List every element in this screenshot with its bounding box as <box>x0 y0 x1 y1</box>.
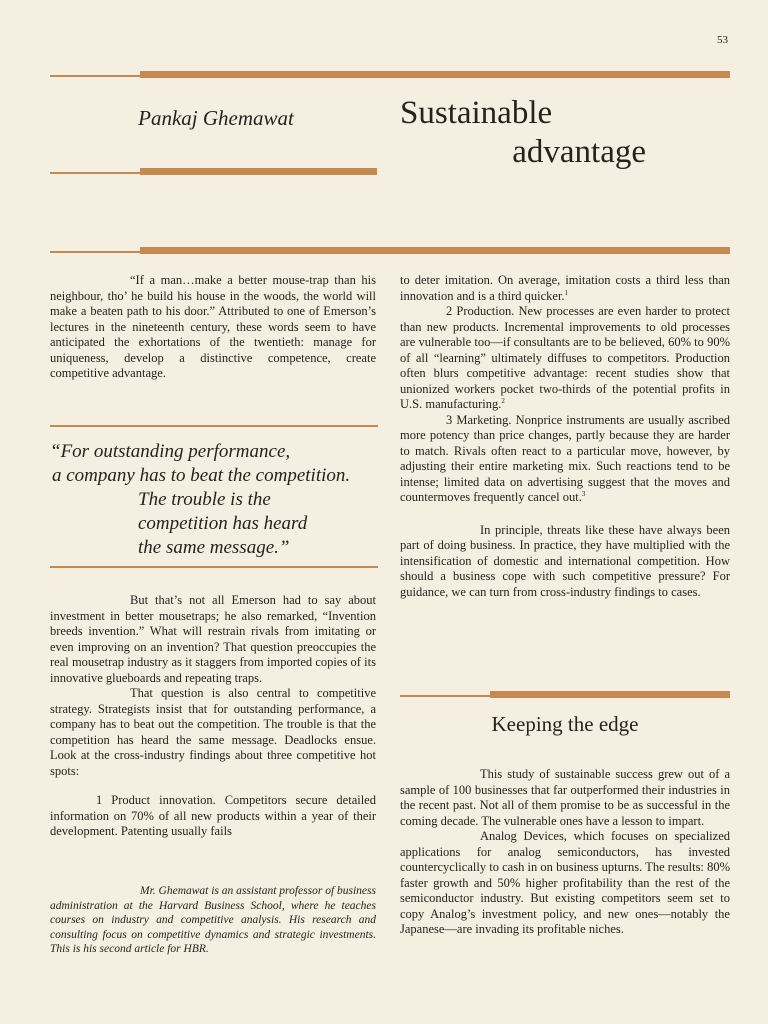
intro-paragraph-block <box>50 273 376 382</box>
body-paragraph: Analog Devices, which focuses on specialized applications for analog semiconductors, has invested countercyclically to cash in on business upturns. The results: 80% faster growth and 50% higher profitability than the rest of the semiconductor industry. But existing competitors seem set to copy Analog’s investment policy, and new ones—notably the Japanese—are invading its profitable niches. <box>400 829 730 936</box>
pullquote-line-2: a company has to beat the competition. <box>52 465 351 486</box>
body-paragraph-continued <box>400 273 730 304</box>
left-body-column <box>50 593 376 840</box>
body-paragraph: This study of sustainable success grew out of a sample of 100 businesses that far outperformed their industries in the recent past. Not all of them promise to be as successful in the coming decade. The vulnerable ones have a lesson to impart. <box>400 767 730 828</box>
bio-text: Mr. Ghemawat is an assistant professor of business administration at the Harvard Business School, where he teaches courses on industry and competitive analysis. His research and consulting focus on competitive dynamics and strategic investments. This is his second article for HBR. <box>50 885 376 955</box>
paragraph-text: 3 Marketing. Nonprice instruments are usually ascribed more potency than price changes, partly because they are harder to match. Rivals often react to a particular move, however, by adjusting their entire marketing mix. Such reactions tend to be intense; limited data on advertising suggest that the moves and countermoves frequently cancel out. <box>400 412 730 504</box>
pullquote-line-1: “For outstanding performance, <box>50 441 291 462</box>
pullquote-rule-top <box>50 425 378 427</box>
list-item-production <box>400 304 730 413</box>
article-title <box>400 94 712 172</box>
section-rule-thin <box>50 251 142 253</box>
keeping-edge-rule-thick <box>490 691 730 698</box>
section-heading: Keeping the edge <box>491 712 639 736</box>
title-line-1: Sustainable <box>400 95 553 131</box>
author-rule-thin <box>50 172 142 174</box>
section-rule-thick <box>140 247 730 254</box>
footnote-marker: 1 <box>564 288 569 297</box>
pullquote-rule-bottom <box>50 566 378 568</box>
author-name: Pankaj Ghemawat <box>138 106 294 130</box>
author-bio <box>50 884 376 957</box>
pullquote-line-4: competition has heard <box>138 513 308 534</box>
pull-quote <box>50 440 382 560</box>
keeping-edge-rule-thin <box>400 695 492 697</box>
pullquote-line-5: the same message.” <box>138 537 290 558</box>
list-item-product-innovation: 1 Product innovation. Competitors secure detailed information on 70% of all new products within a year of their development. Patenting usually fails <box>50 793 376 838</box>
author-rule-thick <box>140 168 377 175</box>
keeping-edge-body <box>400 767 730 938</box>
body-paragraph: But that’s not all Emerson had to say about investment in better mousetraps; he also remarked, “Invention breeds invention.” What will restrain rivals from imitating or even improving on an invention? That question preoccupies the real mousetrap industry as it staggers from imported copies of its innovative glueboards and repeating traps. <box>50 593 376 685</box>
paragraph-text: to deter imitation. On average, imitation costs a third less than innovation and is a third quicker. <box>400 273 730 303</box>
pullquote-line-3: The trouble is the <box>138 489 271 510</box>
paragraph-text: 2 Production. New processes are even harder to protect than new products. Incremental improvements to old processes are vulnerable too—if consultants are to be believed, 60% to 90% of all “learning” ultimately diffuses to competitors. Production often blurs competitive advantage: recent studies show that unionized workers pocket two-thirds of the potential profits in U.S. manufacturing. <box>400 304 730 411</box>
footnote-marker: 2 <box>501 396 505 405</box>
header-rule-top <box>140 71 730 78</box>
intro-paragraph: “If a man…make a better mouse-trap than his neighbour, tho’ he build his house in the woods, the world will make a beaten path to his door.” Attributed to one of Emerson’s lectures in the nineteenth century, these words seem to have anticipated the exhortations of the twentieth: manage for uniqueness, develop a distinctive competence, create competitive advantage. <box>50 273 376 380</box>
header-rule-thin-left <box>50 75 142 77</box>
right-body-column <box>400 273 730 600</box>
title-line-2: advantage <box>512 134 646 170</box>
list-item-marketing <box>400 413 730 506</box>
page-number: 53 <box>717 34 728 46</box>
footnote-marker: 3 <box>581 489 586 498</box>
body-paragraph: That question is also central to competitive strategy. Strategists insist that for outstanding performance, a company has to beat out the competition. The trouble is that the competition has heard the same message. Deadlocks ensue. Look at the cross-industry findings about three competitive hot spots: <box>50 686 376 778</box>
body-paragraph: In principle, threats like these have always been part of doing business. In practice, they have multiplied with the intensification of domestic and international competition. How should a business cope with such competitive pressure? For guidance, we can turn from cross-industry findings to cases. <box>400 522 730 599</box>
